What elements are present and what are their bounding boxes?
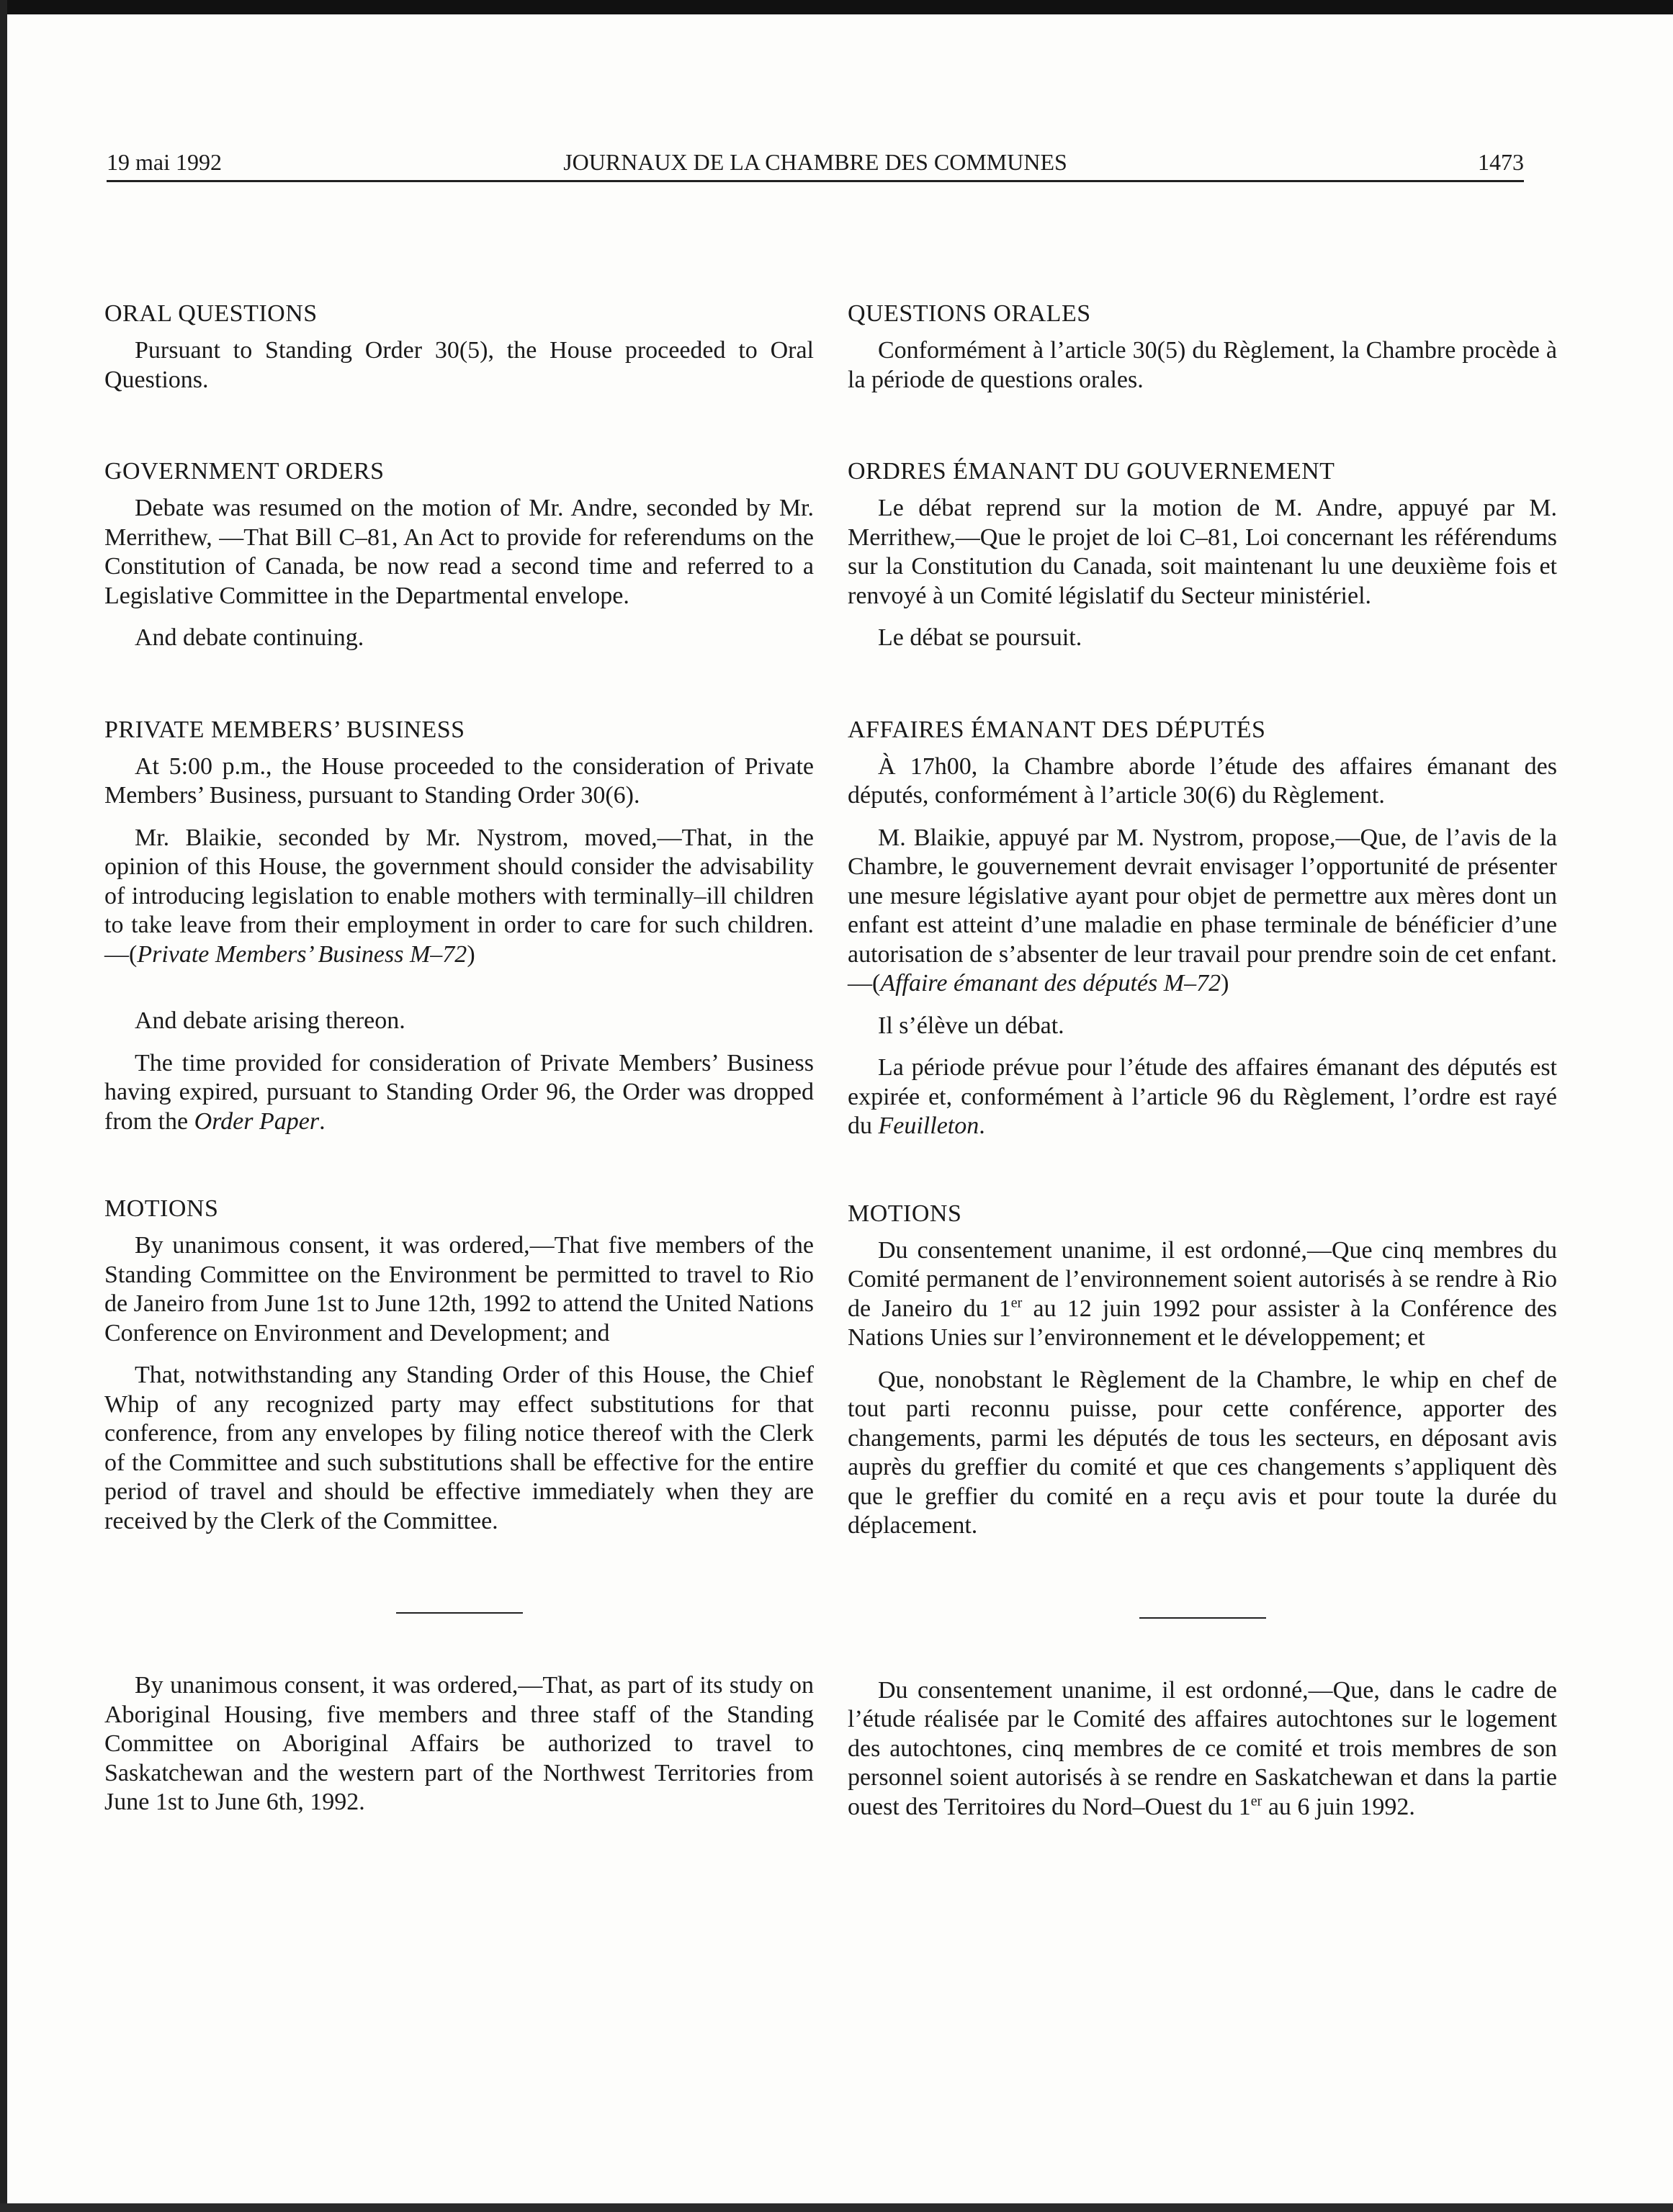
questions-orales-section [848, 299, 1557, 395]
italic-reference: Private Members’ Business M–72 [137, 940, 467, 968]
ordinal-superscript: er [1010, 1295, 1023, 1311]
english-column [104, 299, 814, 1830]
scan-border-top [0, 0, 1673, 14]
scan-border-bottom [0, 2203, 1673, 2212]
paragraph: Que, nonobstant le Règlement de la Chambre, le whip en chef de tout parti reconnu puisse, pour cette conférence, apporter des changements, parmi les députés de tous les secteurs, en déposant avis auprès du greffier du comité et que ces changements s’appliquent dès que le greffier du comité en a reçu avis et pour toute la durée du déplacement. [848, 1366, 1557, 1539]
section-title: AFFAIRES ÉMANANT DES DÉPUTÉS [848, 716, 1266, 743]
private-members-section [104, 715, 814, 1137]
affaires-autochtones-section [848, 1676, 1557, 1822]
paragraph: By unanimous consent, it was ordered,—That five members of the Standing Committee on the Environment be permitted to travel to Rio de Janeiro from June 1st to June 12th, 1992 to attend the United Nations Conference on Environment and Development; and [104, 1232, 814, 1346]
paragraph-text-end: au 6 juin 1992. [1262, 1793, 1415, 1820]
paragraph-text: La période prévue pour l’étude des affaires émanant des députés est expirée et, conformément à l’article 96 du Règlement, l’ordre est rayé du [848, 1054, 1557, 1139]
section-title: QUESTIONS ORALES [848, 300, 1091, 327]
italic-reference: Affaire émanant des députés M–72 [880, 970, 1221, 997]
paragraph: Pursuant to Standing Order 30(5), the House proceeded to Oral Questions. [104, 337, 814, 393]
paragraph: Le débat reprend sur la motion de M. Andre, appuyé par M. Merrithew,—Que le projet de loi C–81, Loi concernant les référendums sur la Constitution du Canada, soit maintenant lu une deuxième fois et renvoyé à un Comité législatif du Secteur ministériel. [848, 495, 1557, 609]
motions-section [104, 1194, 814, 1536]
section-title: ORDRES ÉMANANT DU GOUVERNEMENT [848, 458, 1335, 485]
paragraph: That, notwithstanding any Standing Order of this House, the Chief Whip of any recognized party may effect substitutions for that conference, from any envelopes by filing notice thereof with the Clerk of the Committee and such substitutions shall be effective for the entire period of travel and should be effective immediately when they are received by the Clerk of the Committee. [104, 1362, 814, 1534]
section-title: ORAL QUESTIONS [104, 300, 318, 327]
paragraph-text-end: au 12 juin 1992 pour assister à la Conférence des Nations Unies sur l’environnement et le développement; et [848, 1295, 1557, 1351]
paragraph: Debate was resumed on the motion of Mr. Andre, seconded by Mr. Merrithew, —That Bill C–81, An Act to provide for referendums on the Constitution of Canada, be now read a second time and referred to a Legislative Committee in the Departmental envelope. [104, 495, 814, 609]
header-journal-title: JOURNAUX DE LA CHAMBRE DES COMMUNES [563, 149, 1067, 175]
header-rule [107, 180, 1524, 182]
paragraph: Il s’élève un débat. [878, 1012, 1064, 1039]
italic-reference: Feuilleton [878, 1112, 979, 1139]
paragraph: By unanimous consent, it was ordered,—That, as part of its study on Aboriginal Housing, five members and three staff of the Standing Committee on Aboriginal Affairs be authorized to travel to Saskatchewan and the western part of the Northwest Territories from June 1st to June 6th, 1992. [104, 1672, 814, 1815]
italic-reference: Order Paper [194, 1107, 320, 1135]
ordinal-superscript: er [1250, 1793, 1262, 1809]
aboriginal-affairs-section [104, 1671, 814, 1817]
header-page-number: 1473 [1478, 149, 1524, 175]
paragraph: And debate continuing. [135, 624, 364, 651]
section-title: PRIVATE MEMBERS’ BUSINESS [104, 716, 465, 743]
paragraph: At 5:00 p.m., the House proceeded to the consideration of Private Members’ Business, pursuant to Standing Order 30(6). [104, 752, 814, 809]
ordres-gouvernement-section [848, 457, 1557, 653]
paragraph [104, 1049, 814, 1137]
paragraph-text: The time provided for consideration of Private Members’ Business having expired, pursuant to Standing Order 96, the Order was dropped from the [104, 1049, 814, 1135]
section-title: GOVERNMENT ORDERS [104, 458, 385, 485]
paragraph: And debate arising thereon. [135, 1007, 405, 1034]
paragraph-text: Mr. Blaikie, seconded by Mr. Nystrom, moved,—That, in the opinion of this House, the government should consider the advisability of introducing legislation to enable mothers with terminally–ill children to take leave from their employment in order to care for such children.—( [104, 824, 814, 968]
paragraph [848, 1676, 1557, 1822]
government-orders-section [104, 457, 814, 653]
paragraph [848, 824, 1557, 999]
paragraph [104, 824, 814, 970]
paragraph: À 17h00, la Chambre aborde l’étude des affaires émanant des députés, conformément à l’article 30(6) du Règlement. [848, 752, 1557, 809]
paragraph-text-end: ) [1221, 970, 1229, 997]
paragraph-text: Du consentement unanime, il est ordonné,—Que cinq membres du Comité permanent de l’environnement soient autorisés à se rendre à Rio de Janeiro du 1 [848, 1236, 1557, 1322]
paragraph-text-end: ) [467, 940, 475, 968]
section-title: MOTIONS [848, 1200, 962, 1227]
running-header [107, 148, 1524, 182]
paragraph: Conformément à l’article 30(5) du Règlement, la Chambre procède à la période de questions orales. [848, 337, 1557, 393]
paragraph-text: M. Blaikie, appuyé par M. Nystrom, propose,—Que, de l’avis de la Chambre, le gouvernement devrait envisager l’opportunité de présenter une mesure législative ayant pour objet de permettre aux mères dont un enfant est atteint d’une maladie en phase terminale de bénéficier d’une autorisation de s’absenter de leur travail pour prendre soin de cet enfant.—( [848, 824, 1557, 997]
affaires-deputes-section [848, 715, 1557, 1141]
paragraph-text: Du consentement unanime, il est ordonné,—Que, dans le cadre de l’étude réalisée par le Comité des affaires autochtones sur le logement des autochtones, cinq membres de ce comité et trois membres de son personnel soient autorisés à se rendre en Saskatchewan et dans la partie ouest des Territoires du Nord–Ouest du 1 [848, 1676, 1557, 1820]
paragraph: Le débat se poursuit. [878, 624, 1082, 651]
french-column [848, 299, 1557, 1835]
motions-section-fr [848, 1199, 1557, 1541]
paragraph [848, 1053, 1557, 1141]
header-date: 19 mai 1992 [107, 149, 222, 175]
scan-border-left [0, 0, 7, 2212]
oral-questions-section [104, 299, 814, 395]
section-title: MOTIONS [104, 1195, 219, 1222]
paragraph-text-end: . [979, 1112, 985, 1139]
paragraph [848, 1236, 1557, 1353]
paragraph-text-end: . [319, 1107, 326, 1135]
